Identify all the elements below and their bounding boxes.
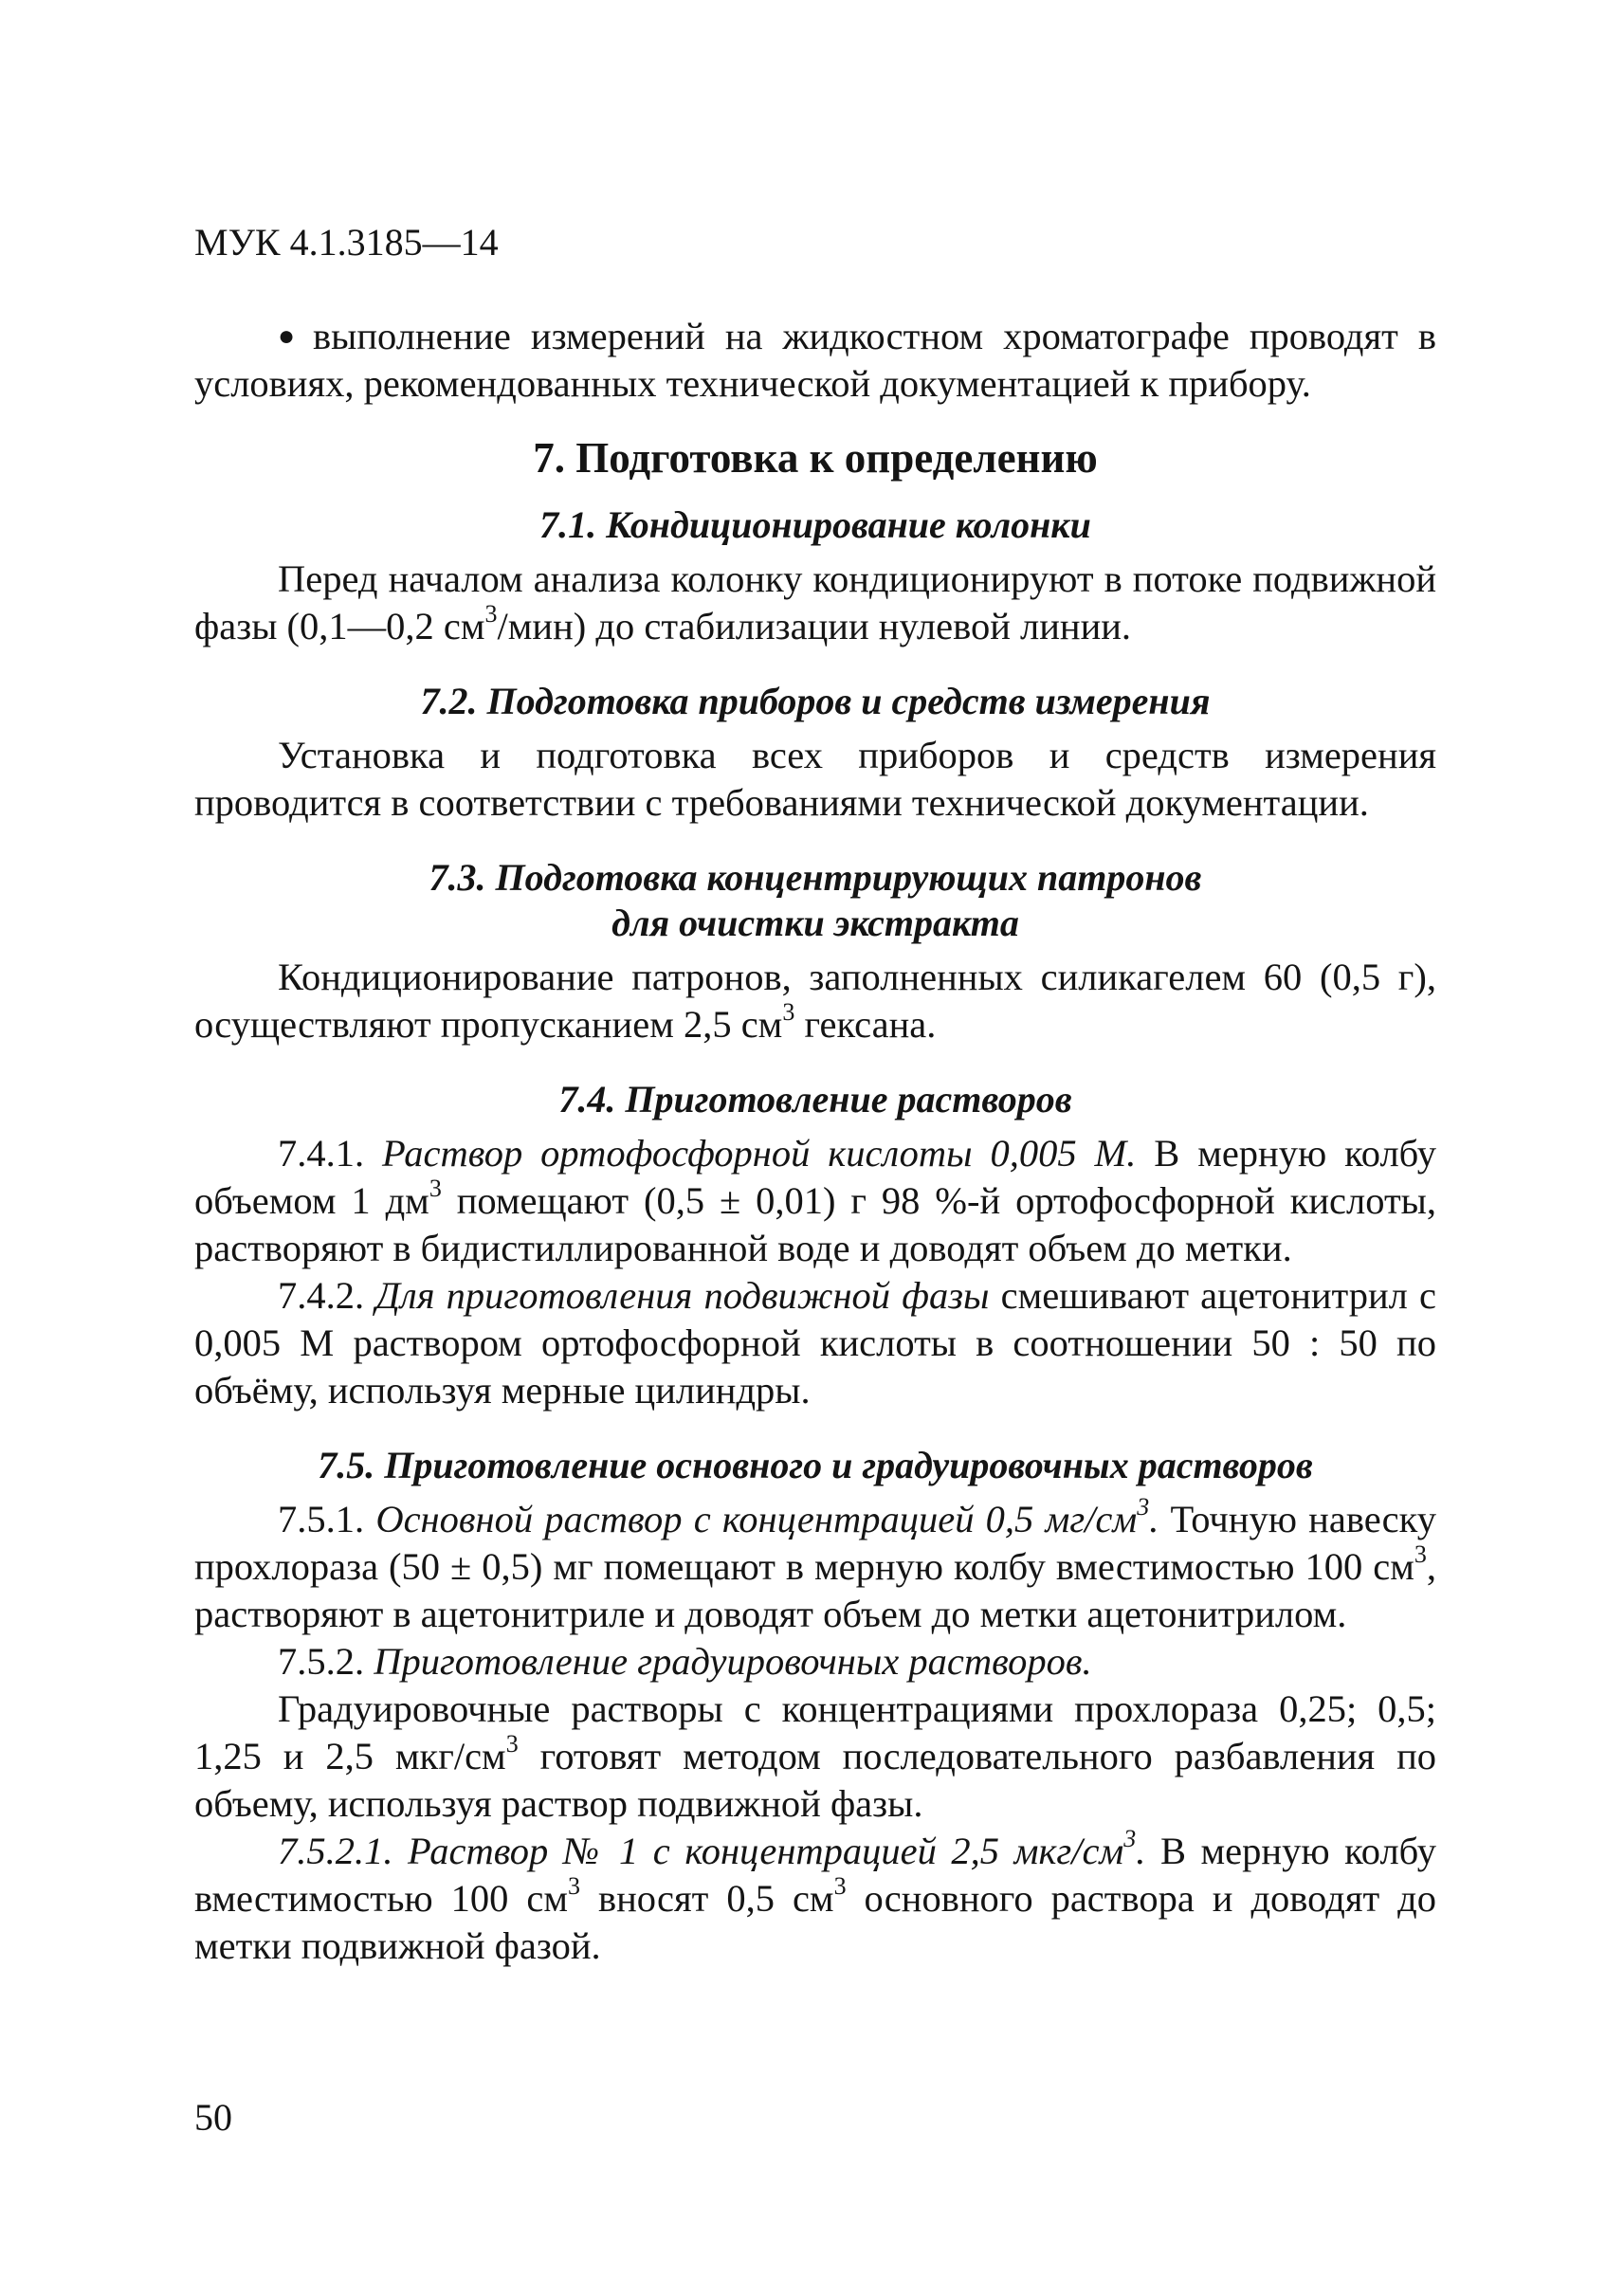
clause-heading-b: . — [1149, 1498, 1159, 1540]
subsection-7-3-title — [194, 855, 1436, 946]
clause-heading: Раствор ортофосфорной кислоты 0,005 М. — [382, 1132, 1137, 1175]
paragraph-7-3 — [194, 954, 1436, 1048]
paragraph-7-5-2-1-text-b: вносят 0,5 см — [580, 1877, 834, 1920]
paragraph-7-3-text-b: гексана. — [794, 1003, 937, 1046]
clause-heading-a: Основной раствор с концентрацией 0,5 мг/см — [375, 1498, 1138, 1540]
clause-heading-a: 7.5.2.1. Раствор № 1 с концентрацией 2,5 мкг/см — [278, 1830, 1124, 1872]
paragraph-7-1 — [194, 556, 1436, 650]
subsection-7-1-title: 7.1. Кондиционирование колонки — [539, 503, 1091, 546]
paragraph-7-4-1-text-a: В мерную колбу объемом 1 дм — [194, 1132, 1436, 1222]
paragraph-7-2: Установка и подготовка всех приборов и средств измерения проводится в соответствии с требованиями технической документации. — [194, 734, 1436, 824]
superscript: 3 — [568, 1872, 581, 1900]
superscript: 3 — [1123, 1825, 1137, 1852]
clause-heading: Приготовление градуировочных растворов. — [374, 1640, 1092, 1683]
section-7-title: 7. Подготовка к определению — [533, 434, 1098, 482]
paragraph-7-5-1-text-a: Точную навеску прохлораза (50 ± 0,5) мг помещают в мерную колбу вместимостью 100 см — [194, 1498, 1437, 1588]
clause-number: 7.5.1. — [278, 1498, 376, 1540]
subsection-7-5-title: 7.5. Приготовление основного и градуировочных растворов — [318, 1444, 1313, 1486]
subsection-7-3-title-line-2: для очистки экстракта — [611, 902, 1019, 944]
clause-number: 7.4.2. — [278, 1274, 376, 1317]
superscript: 3 — [833, 1872, 847, 1900]
clause-number: 7.5.2. — [278, 1640, 374, 1683]
superscript: 3 — [484, 600, 498, 628]
paragraph-7-4-2-text: смешивают ацетонитрил с 0,005 М раствором ортофосфорной кислоты в соотношении 50 : 50 по объёму, используя мерные цилиндры. — [194, 1274, 1437, 1412]
paragraph-7-5-1 — [194, 1493, 1437, 1638]
paragraph-7-5-2-body — [194, 1686, 1436, 1828]
paragraph-7-5-2-text-b: готовят методом последовательного разбавления по объему, используя раствор подвижной фазы. — [194, 1735, 1437, 1825]
clause-heading-b: . — [1136, 1830, 1146, 1872]
paragraph-7-5-2-1 — [194, 1825, 1437, 1970]
subsection-7-4-title: 7.4. Приготовление растворов — [558, 1078, 1072, 1121]
paragraph-7-3-text-a: Кондиционирование патронов, заполненных силикагелем 60 (0,5 г), осуществляют пропусканием 2,5 см — [194, 956, 1436, 1046]
paragraph-7-1-text-b: /мин) до стабилизации нулевой линии. — [497, 605, 1132, 647]
superscript: 3 — [782, 998, 795, 1026]
paragraph-7-5-2 — [194, 1638, 1436, 1686]
paragraph-7-4-2 — [194, 1272, 1436, 1414]
bullet-paragraph — [194, 313, 1436, 408]
running-header: МУК 4.1.3185—14 — [194, 221, 499, 264]
paragraph-7-5-2-1-text-c: основного раствора и доводят до метки подвижной фазой. — [194, 1877, 1437, 1967]
superscript: 3 — [1414, 1540, 1427, 1568]
bullet-text: выполнение измерений на жидкостном хроматографе проводят в условиях, рекомендованных технической документацией к прибору. — [194, 315, 1436, 405]
paragraph-7-5-2-1-text-a: В мерную колбу вместимостью 100 см — [194, 1830, 1436, 1920]
clause-heading: Для приготовления подвижной фазы — [375, 1274, 990, 1317]
superscript: 3 — [505, 1730, 519, 1758]
superscript: 3 — [1137, 1493, 1150, 1521]
paragraph-7-4-1-text-b: помещают (0,5 ± 0,01) г 98 %-й ортофосфорной кислоты, растворяют в бидистиллированной воде и доводят объем до метки. — [194, 1179, 1436, 1269]
subsection-7-2-title: 7.2. Подготовка приборов и средств измерения — [420, 680, 1211, 722]
superscript: 3 — [429, 1175, 442, 1202]
paragraph-7-1-text-a: Перед началом анализа колонку кондиционируют в потоке подвижной фазы (0,1—0,2 см — [194, 557, 1436, 647]
bullet-icon: ● — [278, 320, 305, 352]
document-body — [194, 313, 1436, 1970]
clause-number: 7.4.1. — [278, 1132, 383, 1175]
paragraph-7-5-2-text-a: Градуировочные растворы с концентрациями прохлораза 0,25; 0,5; 1,25 и 2,5 мкг/см — [194, 1687, 1436, 1777]
paragraph-7-5-1-text-b: , растворяют в ацетонитриле и доводят объем до метки ацетонитрилом. — [194, 1545, 1436, 1635]
paragraph-7-4-1 — [194, 1130, 1436, 1272]
subsection-7-3-title-line-1: 7.3. Подготовка концентрирующих патронов — [429, 856, 1202, 899]
page-number: 50 — [194, 2096, 232, 2139]
